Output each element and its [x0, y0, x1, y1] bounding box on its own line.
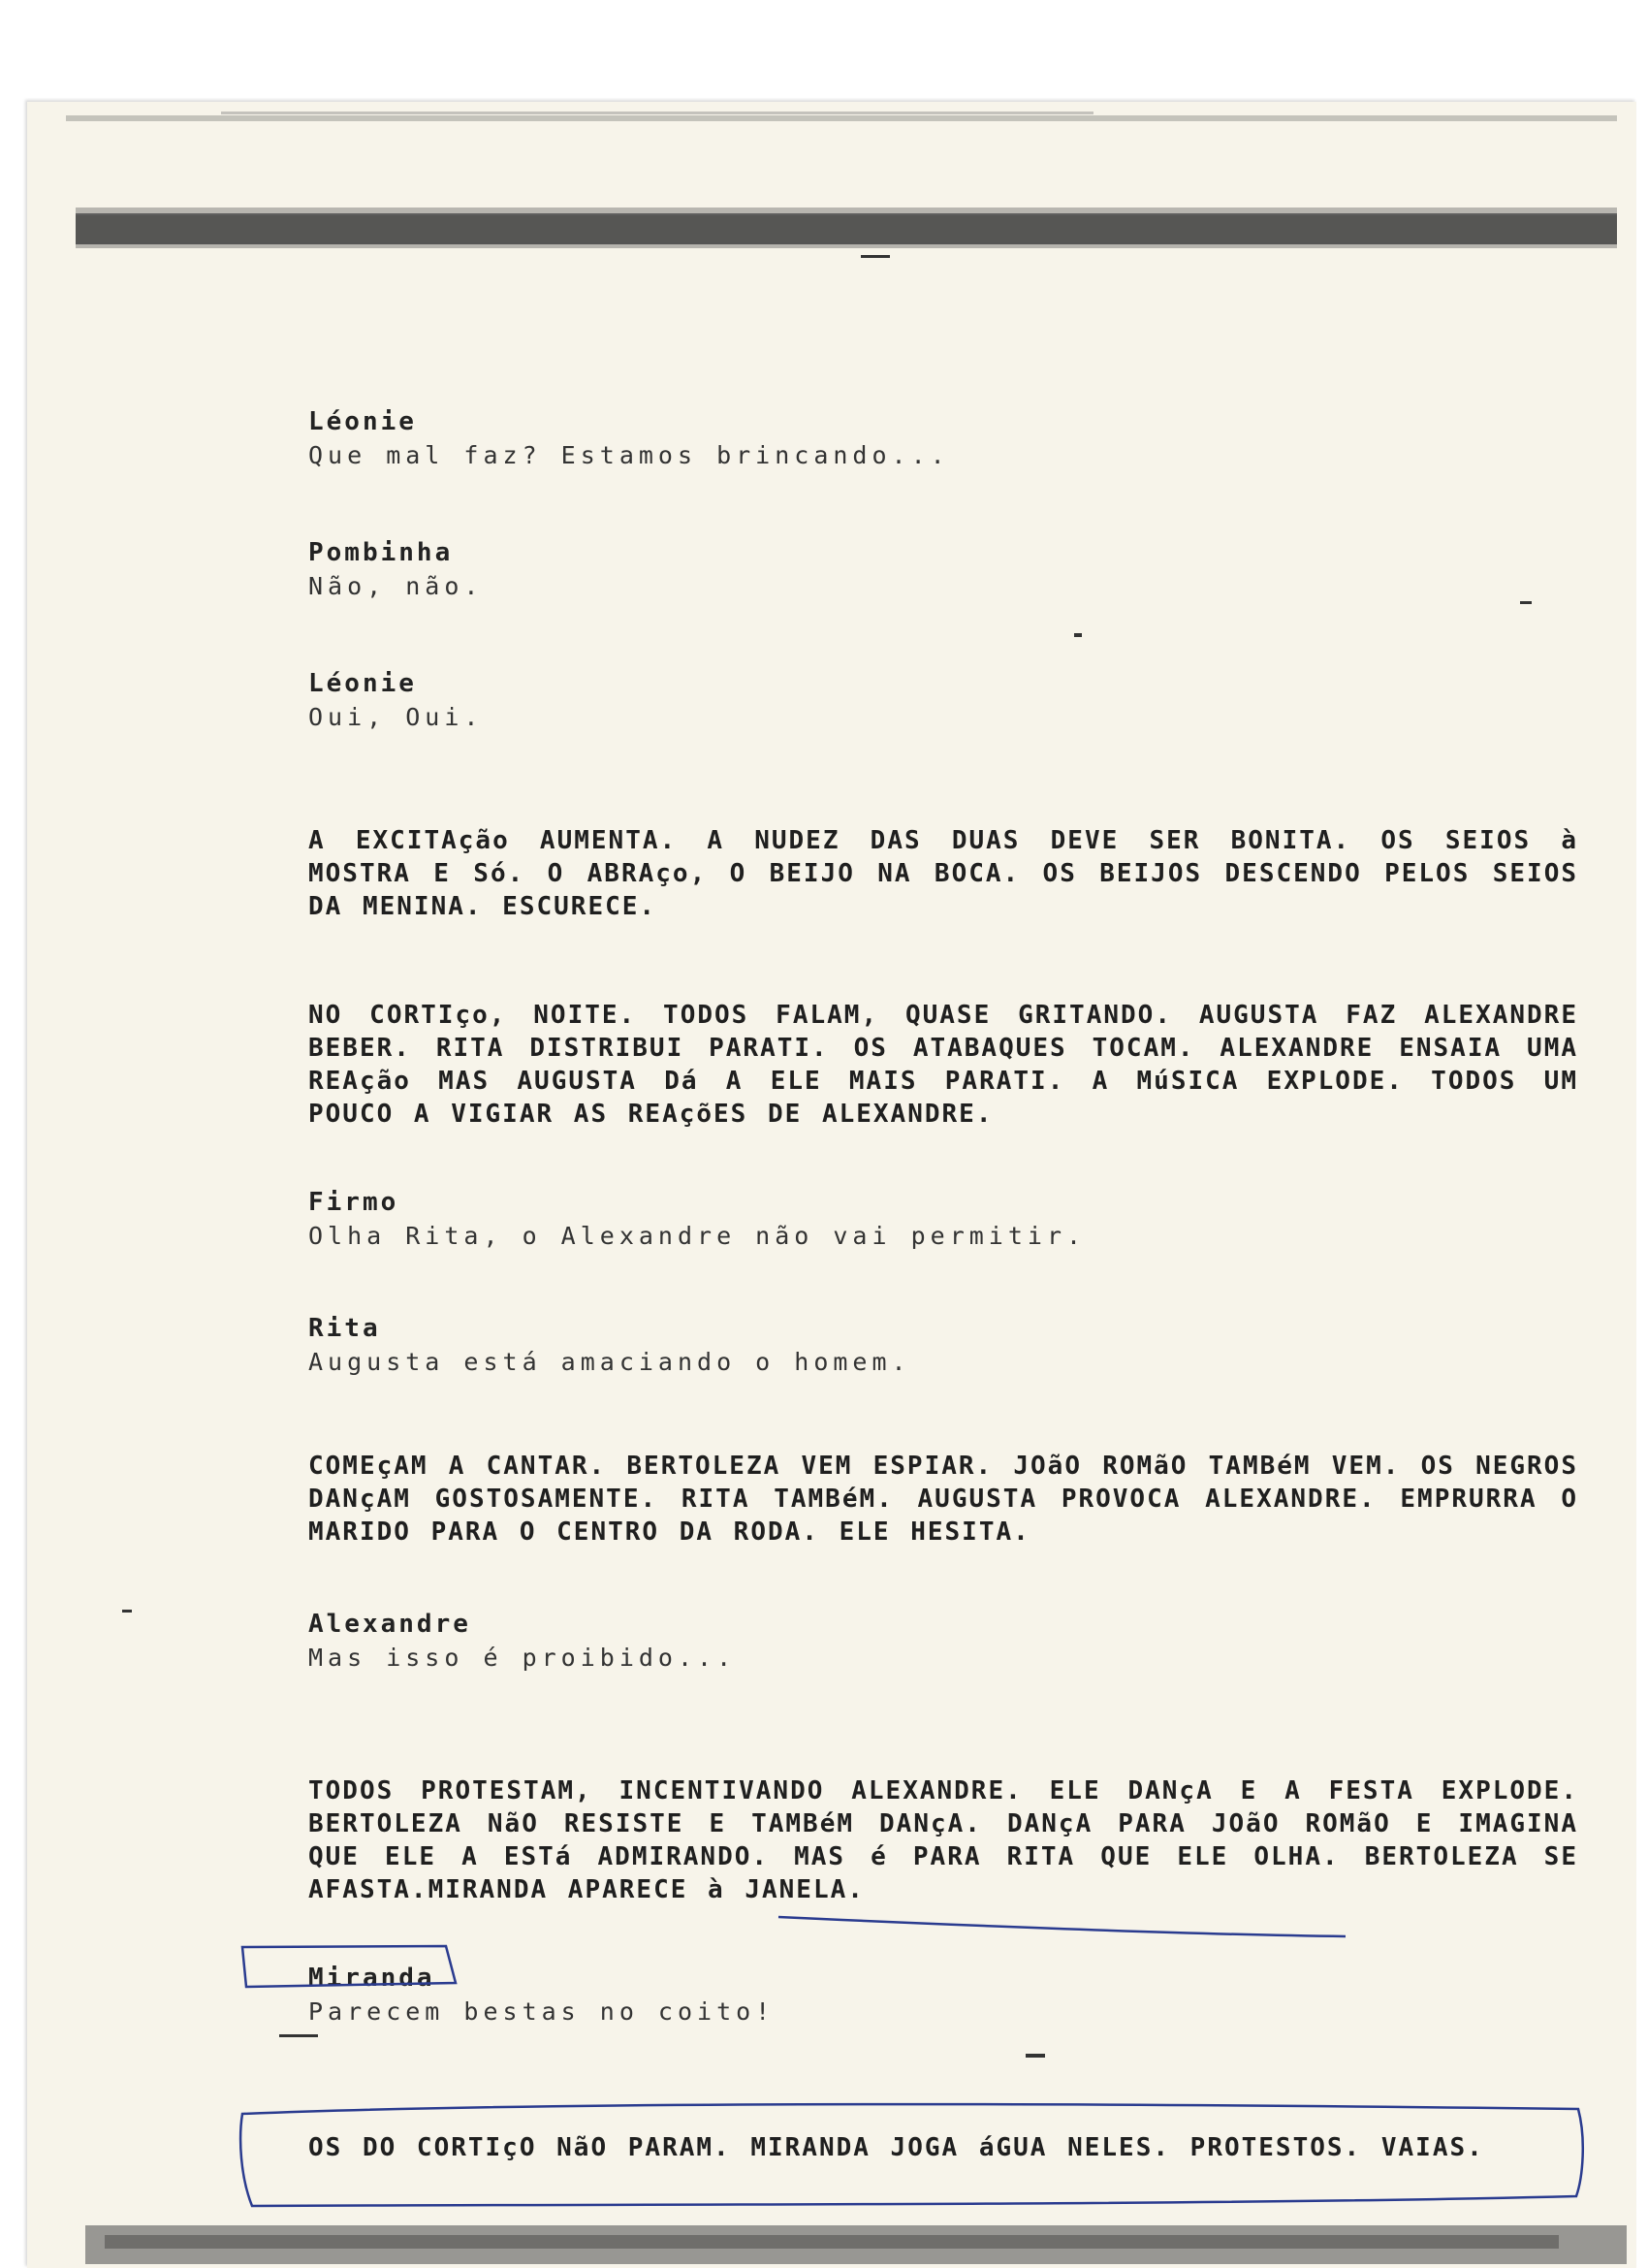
speck: [861, 255, 890, 258]
speaker-name: Léonie: [308, 407, 417, 436]
speaker-name: Miranda: [308, 1964, 435, 1993]
speaker-name: Alexandre: [308, 1610, 471, 1639]
speck: [1074, 633, 1082, 637]
stage-direction: COMEçAM A CANTAR. BERTOLEZA VEM ESPIAR. JOãO ROMãO TAMBéM VEM. OS NEGROS DANçAM GOSTOSAMENTE. RITA TAMBéM. AUGUSTA PROVOCA ALEXANDRE. EMPRURRA O MARIDO PARA O CENTRO DA RODA. ELE HESITA.: [308, 1452, 1578, 1547]
speck: [122, 1610, 132, 1613]
dialogue-line: Parecem bestas no coito!: [308, 1997, 776, 2026]
speck: [1520, 601, 1532, 604]
pen-underline: [778, 1917, 1346, 1936]
pen-annotations: [27, 102, 1636, 2268]
pen-box-direction: [240, 2104, 1583, 2206]
pen-box-speaker: [242, 1946, 456, 1987]
dialogue-line: Olha Rita, o Alexandre não vai permitir.: [308, 1222, 1087, 1250]
speck: [279, 2034, 318, 2037]
dialogue-line: Mas isso é proibido...: [308, 1644, 737, 1672]
stage-direction: NO CORTIço, NOITE. TODOS FALAM, QUASE GRITANDO. AUGUSTA FAZ ALEXANDRE BEBER. RITA DISTRIBUI PARATI. OS ATABAQUES TOCAM. ALEXANDRE ENSAIA UMA REAção MAS AUGUSTA Dá A ELE MAIS PARATI. A MúSICA EXPLODE. TODOS UM POUCO A VIGIAR AS REAçõES DE ALEXANDRE.: [308, 1001, 1578, 1129]
dialogue-line: Augusta está amaciando o homem.: [308, 1348, 911, 1376]
dialogue-line: Não, não.: [308, 572, 484, 600]
speaker-name: Léonie: [308, 669, 417, 698]
stage-direction: TODOS PROTESTAM, INCENTIVANDO ALEXANDRE. ELE DANçA E A FESTA EXPLODE. BERTOLEZA NãO RESISTE E TAMBéM DANçA. DANçA PARA JOãO ROMãO E IMAGINA QUE ELE A ESTá ADMIRANDO. MAS é PARA RITA QUE ELE OLHA. BERTOLEZA SE AFASTA.MIRANDA APARECE à JANELA.: [308, 1776, 1578, 1904]
speck: [1026, 2054, 1045, 2058]
speaker-name: Rita: [308, 1314, 381, 1343]
typewritten-page: [27, 102, 1636, 2268]
dialogue-line: Oui, Oui.: [308, 703, 484, 731]
speaker-name: Pombinha: [308, 538, 454, 567]
dialogue-line: Que mal faz? Estamos brincando...: [308, 441, 950, 469]
stage-direction: A EXCITAção AUMENTA. A NUDEZ DAS DUAS DEVE SER BONITA. OS SEIOS à MOSTRA E Só. O ABRAço, O BEIJO NA BOCA. OS BEIJOS DESCENDO PELOS SEIOS DA MENINA. ESCURECE.: [308, 826, 1578, 921]
stage-direction: OS DO CORTIçO NãO PARAM. MIRANDA JOGA áGUA NELES. PROTESTOS. VAIAS.: [308, 2133, 1484, 2162]
photocopy-noise-bottom-band: [27, 2206, 1636, 2268]
speaker-name: Firmo: [308, 1188, 399, 1217]
